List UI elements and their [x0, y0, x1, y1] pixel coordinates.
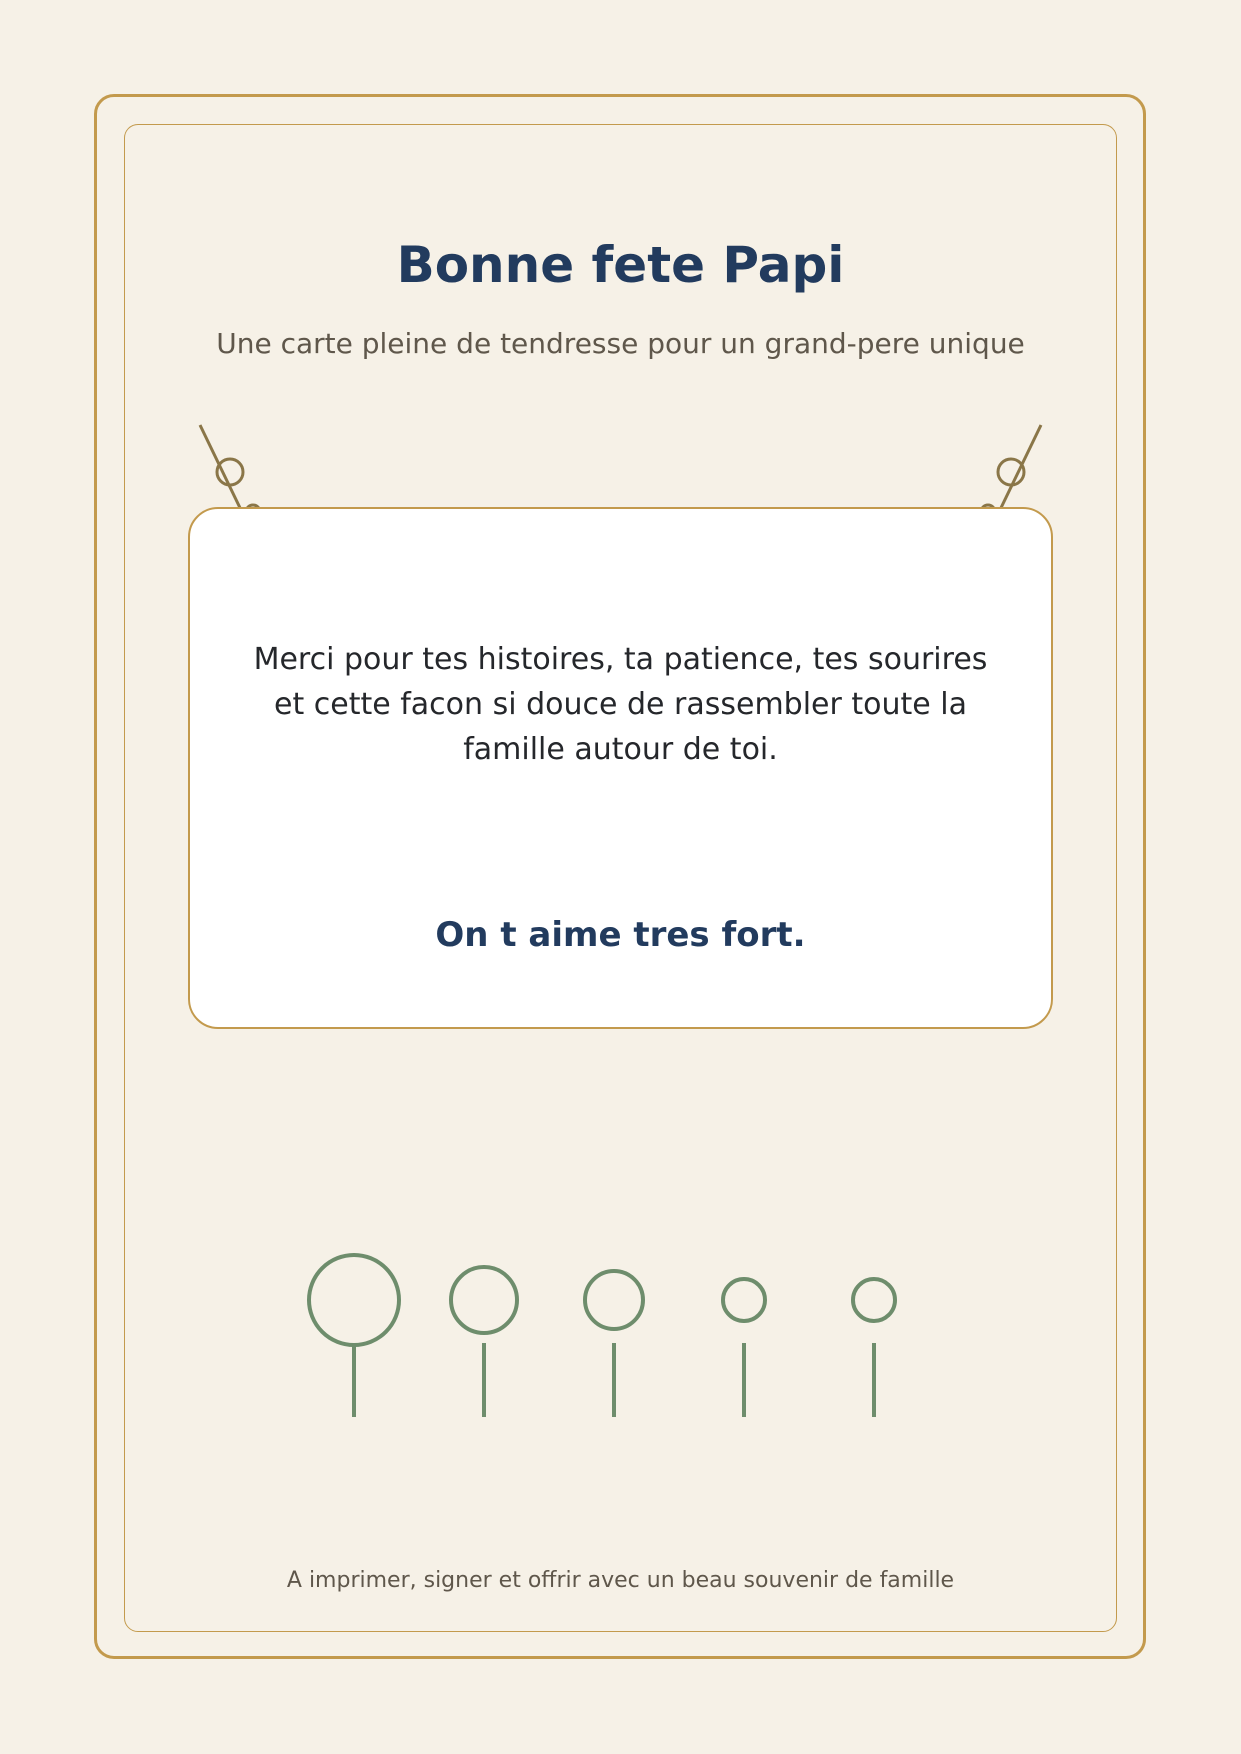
message-text: Merci pour tes histoires, ta patience, tes sourires et cette facon si douce de rassembler toute la famille autour de toi. — [253, 642, 988, 767]
footer-note: A imprimer, signer et offrir avec un beau souvenir de famille — [286, 1568, 955, 1593]
card-subtitle: Une carte pleine de tendresse pour un grand-pere unique — [216, 327, 1025, 360]
closing-text: On t aime tres fort. — [435, 915, 806, 955]
card-title: Bonne fete Papi — [396, 236, 845, 294]
message-panel — [188, 507, 1053, 1029]
